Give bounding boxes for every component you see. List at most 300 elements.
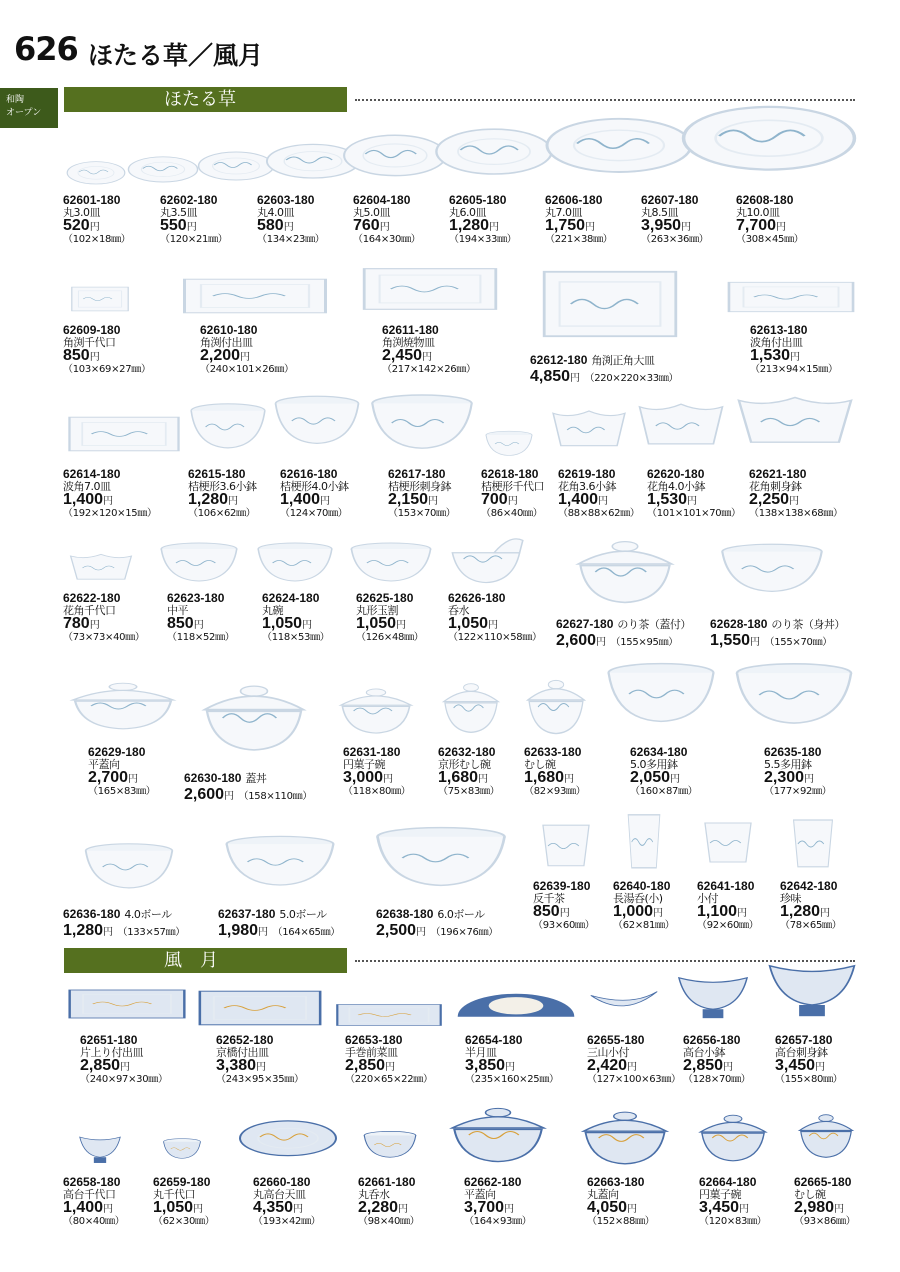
product-item (449, 194, 517, 245)
product-price: 4,850 (530, 367, 571, 385)
product-price: 1,050 (356, 615, 397, 633)
product-dimensions: （120×83㎜） (699, 1215, 767, 1227)
product-code: 62620-180 (647, 467, 705, 481)
product-code: 62656-180 (683, 1033, 741, 1047)
bowl-icon (732, 656, 856, 734)
product-code: 62657-180 (775, 1033, 833, 1047)
yen-unit: 円 (505, 1062, 516, 1074)
product-name: 丸蓋向 (587, 1187, 619, 1201)
product-item (153, 1176, 214, 1227)
product-code: 62623-180 (167, 591, 225, 605)
yen-unit: 円 (750, 636, 761, 648)
product-price: 3,950 (641, 217, 682, 235)
product-item (253, 1176, 321, 1227)
yen-unit: 円 (224, 790, 235, 802)
product-code: 62630-180 (184, 771, 242, 785)
product-price: 1,400 (280, 491, 321, 509)
product-name: 5.0多用鉢 (630, 757, 678, 771)
product-price: 1,280 (780, 903, 821, 921)
product-name: 桔梗形3.6小鉢 (188, 479, 257, 493)
product-price: 1,280 (63, 921, 104, 939)
bowl-icon (368, 388, 476, 458)
bowl-icon (372, 820, 510, 896)
product-price: 1,280 (188, 491, 229, 509)
product-code: 62634-180 (630, 745, 688, 759)
product-item (736, 194, 804, 245)
product-price: 2,850 (345, 1057, 386, 1075)
product-code: 62625-180 (356, 591, 414, 605)
product-code: 62611-180 (382, 323, 439, 337)
product-name: 高台千代口 (63, 1187, 116, 1201)
product-item (63, 906, 185, 940)
tall-cup-icon (622, 808, 666, 876)
yen-unit: 円 (103, 1204, 114, 1216)
product-name: 丸碗 (262, 603, 283, 617)
product-dimensions: （165×83㎜） (88, 785, 156, 797)
product-price: 3,380 (216, 1057, 257, 1075)
product-price: 850 (167, 615, 194, 633)
product-price: 1,550 (710, 631, 751, 649)
product-code: 62639-180 (533, 879, 591, 893)
product-code: 62619-180 (558, 467, 616, 481)
product-price: 760 (353, 217, 380, 235)
yen-unit: 円 (815, 1062, 826, 1074)
product-code: 62664-180 (699, 1175, 757, 1189)
product-price: 2,980 (794, 1199, 835, 1217)
yen-unit: 円 (256, 1062, 267, 1074)
product-item (587, 1176, 655, 1227)
product-price: 1,000 (613, 903, 654, 921)
small-bowl-icon (162, 1136, 202, 1162)
product-item (641, 194, 709, 245)
yen-unit: 円 (186, 222, 197, 234)
product-code: 62651-180 (80, 1033, 138, 1047)
product-dimensions: （308×45㎜） (736, 233, 804, 245)
product-price: 2,600 (184, 785, 225, 803)
product-item (358, 1176, 419, 1227)
yen-unit: 円 (428, 496, 439, 508)
large-plate-icon (544, 96, 694, 191)
product-dimensions: （82×93㎜） (524, 785, 586, 797)
product-price: 3,450 (775, 1057, 816, 1075)
product-code: 62636-180 (63, 907, 121, 921)
product-code: 62624-180 (262, 591, 320, 605)
product-price: 4,050 (587, 1199, 628, 1217)
lidded-bowl-icon (572, 532, 678, 612)
lidded-cup-icon (440, 676, 502, 740)
side-tab-line-1: 和陶 (6, 95, 25, 105)
yen-unit: 円 (258, 926, 269, 938)
yen-unit: 円 (320, 496, 331, 508)
square-bowl-icon (734, 386, 856, 458)
product-name: 波角付出皿 (750, 335, 803, 349)
yen-unit: 円 (687, 496, 698, 508)
yen-unit: 円 (89, 222, 100, 234)
yen-unit: 円 (103, 926, 114, 938)
yen-unit: 円 (804, 774, 815, 786)
lidded-bowl-icon (696, 1108, 770, 1168)
product-price: 580 (257, 217, 284, 235)
product-dimensions: （153×70㎜） (388, 507, 456, 519)
product-name: 円菓子碗 (343, 757, 385, 771)
rect-plate-icon (360, 260, 500, 318)
footed-bowl-icon (78, 1132, 122, 1168)
yen-unit: 円 (789, 496, 800, 508)
rect-plate-icon (725, 276, 857, 318)
yen-unit: 円 (723, 1062, 734, 1074)
yen-unit: 円 (834, 1204, 845, 1216)
product-name: 手巻前菜皿 (345, 1045, 398, 1059)
yen-unit: 円 (737, 908, 748, 920)
product-name: 6.0ボール (437, 908, 485, 921)
product-price: 4,350 (253, 1199, 294, 1217)
product-price: 520 (63, 217, 90, 235)
section-header-hotaru: ほたる草 (64, 87, 347, 112)
bowl-icon (272, 390, 362, 452)
product-code: 62627-180 (556, 617, 614, 631)
product-item (63, 1176, 124, 1227)
product-dimensions: （134×23㎜） (257, 233, 325, 245)
product-dimensions: （164×65㎜） (272, 926, 340, 938)
yen-unit: 円 (103, 496, 114, 508)
product-item (80, 1034, 168, 1085)
product-code: 62631-180 (343, 745, 401, 759)
plate-icon (342, 118, 448, 190)
product-dimensions: （240×101×26㎜） (200, 363, 294, 375)
product-name: 平蓋向 (464, 1187, 496, 1201)
product-name: 桔梗形刺身鉢 (388, 479, 451, 493)
product-name: のり茶（身丼） (771, 618, 845, 631)
product-item (376, 906, 498, 940)
product-code: 62602-180 (160, 193, 218, 207)
cup-icon (786, 814, 840, 874)
product-name: 角渕千代口 (63, 335, 116, 349)
handled-bowl-icon (446, 528, 526, 590)
product-item (382, 324, 476, 375)
product-item (438, 746, 499, 797)
product-price: 1,100 (697, 903, 738, 921)
product-code: 62665-180 (794, 1175, 852, 1189)
product-name: のり茶（蓋付） (617, 618, 691, 631)
product-name: 丸8.5皿 (641, 205, 678, 219)
product-price: 2,300 (764, 769, 805, 787)
product-code: 62616-180 (280, 467, 338, 481)
lidded-cup-icon (796, 1108, 856, 1164)
product-price: 2,420 (587, 1057, 628, 1075)
product-dimensions: （120×21㎜） (160, 233, 228, 245)
product-code: 62615-180 (188, 467, 246, 481)
product-item (683, 1034, 751, 1085)
product-name: 長湯呑(小) (613, 891, 663, 905)
product-price: 1,050 (262, 615, 303, 633)
product-dimensions: （221×38㎜） (545, 233, 613, 245)
product-item (764, 746, 832, 797)
yen-unit: 円 (422, 352, 433, 364)
product-dimensions: （106×62㎜） (188, 507, 256, 519)
product-code: 62655-180 (587, 1033, 645, 1047)
lidded-bowl-icon (446, 1100, 550, 1170)
yen-unit: 円 (89, 620, 100, 632)
product-item (524, 746, 585, 797)
yen-unit: 円 (570, 372, 581, 384)
product-code: 62626-180 (448, 591, 506, 605)
product-price: 3,450 (699, 1199, 740, 1217)
product-item (699, 1176, 767, 1227)
product-dimensions: （124×70㎜） (280, 507, 348, 519)
yen-unit: 円 (507, 496, 518, 508)
product-dimensions: （240×97×30㎜） (80, 1073, 168, 1085)
yen-unit: 円 (193, 620, 204, 632)
square-bowl-icon (68, 548, 134, 588)
product-name: 高台小鉢 (683, 1045, 725, 1059)
product-dimensions: （98×40㎜） (358, 1215, 420, 1227)
product-name: 平蓋向 (88, 757, 120, 771)
product-code: 62628-180 (710, 617, 768, 631)
product-item (345, 1034, 433, 1085)
product-price: 7,700 (736, 217, 777, 235)
product-name: 丸高台天皿 (253, 1187, 306, 1201)
yen-unit: 円 (559, 908, 570, 920)
product-item (780, 880, 841, 931)
square-bowl-icon (636, 394, 726, 458)
product-item (558, 468, 640, 519)
product-price: 1,400 (558, 491, 599, 509)
product-code: 62610-180 (200, 323, 258, 337)
product-name: 半月皿 (465, 1045, 497, 1059)
product-name: 桔梗形4.0小鉢 (280, 479, 349, 493)
product-dimensions: （220×65×22㎜） (345, 1073, 433, 1085)
product-code: 62612-180 (530, 353, 588, 367)
bowl-icon (718, 538, 826, 600)
yen-unit: 円 (627, 1204, 638, 1216)
small-plate-icon (127, 146, 199, 191)
product-item (775, 1034, 843, 1085)
product-name: 花角千代口 (63, 603, 116, 617)
product-item (88, 746, 156, 797)
product-dimensions: （155×70㎜） (764, 636, 832, 648)
page-title: ほたる草／風月 (88, 41, 264, 70)
product-code: 62603-180 (257, 193, 315, 207)
product-dimensions: （192×120×15㎜） (63, 507, 157, 519)
yen-unit: 円 (564, 774, 575, 786)
product-name: むし碗 (794, 1187, 826, 1201)
product-item (167, 592, 235, 643)
product-item (533, 880, 594, 931)
product-price: 1,530 (750, 347, 791, 365)
bowl-icon (255, 538, 335, 588)
bowl-icon (604, 656, 718, 732)
product-code: 62635-180 (764, 745, 822, 759)
side-tab-line-2: オープン (6, 108, 42, 118)
lidded-bowl-icon (578, 1104, 672, 1172)
yen-unit: 円 (379, 222, 390, 234)
product-item (750, 324, 838, 375)
product-name: 三山小付 (587, 1045, 629, 1059)
product-price: 1,980 (218, 921, 259, 939)
product-item (184, 770, 312, 804)
product-name: 角渕焼物皿 (382, 335, 435, 349)
product-price: 1,050 (153, 1199, 194, 1217)
product-code: 62617-180 (388, 467, 446, 481)
product-dimensions: （122×110×58㎜） (448, 631, 542, 643)
product-code: 62608-180 (736, 193, 794, 207)
product-dimensions: （103×69×27㎜） (63, 363, 151, 375)
yen-unit: 円 (739, 1204, 750, 1216)
yen-unit: 円 (596, 636, 607, 648)
bowl-icon (82, 838, 176, 896)
side-tab (0, 88, 58, 128)
product-code: 62642-180 (780, 879, 838, 893)
product-name: 丸呑水 (358, 1187, 390, 1201)
yen-unit: 円 (585, 222, 596, 234)
product-price: 3,700 (464, 1199, 505, 1217)
product-dimensions: （243×95×35㎜） (216, 1073, 304, 1085)
yen-unit: 円 (302, 620, 313, 632)
yen-unit: 円 (670, 774, 681, 786)
small-bowl-icon (484, 428, 534, 460)
product-item (647, 468, 741, 519)
product-name: 桔梗形千代口 (481, 479, 544, 493)
product-price: 1,750 (545, 217, 586, 235)
lidded-cup-icon (524, 672, 588, 742)
product-price: 2,500 (376, 921, 417, 939)
product-item (530, 352, 678, 386)
square-bowl-icon (550, 402, 628, 458)
product-dimensions: （158×110㎜） (238, 790, 313, 802)
product-dimensions: （152×88㎜） (587, 1215, 655, 1227)
rect-plate-icon (196, 984, 324, 1032)
product-dimensions: （138×138×68㎜） (749, 507, 843, 519)
product-dimensions: （164×93㎜） (464, 1215, 532, 1227)
product-code: 62661-180 (358, 1175, 416, 1189)
product-code: 62633-180 (524, 745, 582, 759)
product-code: 62609-180 (63, 323, 121, 337)
product-item (63, 194, 131, 245)
product-price: 550 (160, 217, 187, 235)
lidded-bowl-icon (336, 682, 416, 740)
yen-unit: 円 (488, 620, 499, 632)
product-price: 1,050 (448, 615, 489, 633)
plate-icon (434, 110, 554, 190)
product-dimensions: （177×92㎜） (764, 785, 832, 797)
page-number: 626 (14, 30, 78, 68)
footed-bowl-icon (766, 956, 858, 1026)
lidded-bowl-icon (66, 676, 180, 736)
yen-unit: 円 (228, 496, 239, 508)
product-item (63, 324, 151, 375)
product-price: 2,850 (80, 1057, 121, 1075)
yen-unit: 円 (385, 1062, 396, 1074)
product-dimensions: （160×87㎜） (630, 785, 698, 797)
product-price: 1,280 (449, 217, 490, 235)
product-item (556, 616, 691, 650)
product-name: 珍味 (780, 891, 801, 905)
product-item (630, 746, 698, 797)
product-item (464, 1176, 532, 1227)
product-code: 62662-180 (464, 1175, 522, 1189)
product-dimensions: （62×30㎜） (153, 1215, 215, 1227)
product-dimensions: （196×76㎜） (430, 926, 498, 938)
product-item (481, 468, 544, 519)
section-header-fugetsu: 風 月 (64, 948, 347, 973)
product-item (448, 592, 542, 643)
product-price: 2,280 (358, 1199, 399, 1217)
rect-plate-icon (180, 272, 330, 320)
product-code: 62605-180 (449, 193, 507, 207)
yen-unit: 円 (489, 222, 500, 234)
yen-unit: 円 (193, 1204, 204, 1216)
product-dimensions: （127×100×63㎜） (587, 1073, 681, 1085)
product-code: 62601-180 (63, 193, 121, 207)
product-dimensions: （101×101×70㎜） (647, 507, 741, 519)
bowl-icon (188, 398, 268, 456)
yen-unit: 円 (240, 352, 251, 364)
product-item (63, 592, 145, 643)
product-name: 4.0ボール (124, 908, 172, 921)
product-name: 呑水 (448, 603, 469, 617)
product-code: 62629-180 (88, 745, 146, 759)
product-price: 780 (63, 615, 90, 633)
product-price: 2,850 (683, 1057, 724, 1075)
rect-plate-icon (66, 410, 182, 458)
half-moon-plate-icon (454, 976, 578, 1024)
product-dimensions: （220×220×33㎜） (584, 372, 679, 384)
product-name: 丸10.0皿 (736, 205, 780, 219)
bowl-icon (222, 830, 338, 894)
yen-unit: 円 (820, 908, 831, 920)
large-plate-icon (680, 80, 858, 192)
product-dimensions: （118×52㎜） (167, 631, 235, 643)
yen-unit: 円 (293, 1204, 304, 1216)
product-item (587, 1034, 681, 1085)
product-dimensions: （118×80㎜） (343, 785, 411, 797)
product-name: 京形むし碗 (438, 757, 491, 771)
product-dimensions: （194×33㎜） (449, 233, 517, 245)
product-price: 2,700 (88, 769, 129, 787)
product-dimensions: （118×53㎜） (262, 631, 330, 643)
product-dimensions: （75×83㎜） (438, 785, 500, 797)
product-dimensions: （155×95㎜） (610, 636, 678, 648)
product-item (613, 880, 674, 931)
product-name: むし碗 (524, 757, 556, 771)
product-code: 62638-180 (376, 907, 434, 921)
product-price: 700 (481, 491, 508, 509)
product-item (63, 468, 157, 519)
cup-icon (534, 820, 598, 872)
product-item (280, 468, 349, 519)
product-item (749, 468, 843, 519)
product-dimensions: （263×36㎜） (641, 233, 709, 245)
product-name: 丸千代口 (153, 1187, 195, 1201)
yen-unit: 円 (120, 1062, 131, 1074)
product-dimensions: （88×88×62㎜） (558, 507, 640, 519)
product-name: 円菓子碗 (699, 1187, 741, 1201)
product-name: 5.0ボール (279, 908, 327, 921)
product-code: 62621-180 (749, 467, 807, 481)
product-dimensions: （155×80㎜） (775, 1073, 843, 1085)
product-dimensions: （78×65㎜） (780, 919, 842, 931)
product-code: 62637-180 (218, 907, 276, 921)
yen-unit: 円 (776, 222, 787, 234)
product-item (710, 616, 845, 650)
product-dimensions: （86×40㎜） (481, 507, 543, 519)
yen-unit: 円 (790, 352, 801, 364)
product-price: 1,680 (524, 769, 565, 787)
product-code: 62663-180 (587, 1175, 645, 1189)
product-code: 62606-180 (545, 193, 603, 207)
product-name: 丸6.0皿 (449, 205, 486, 219)
small-plate-icon (66, 152, 126, 192)
